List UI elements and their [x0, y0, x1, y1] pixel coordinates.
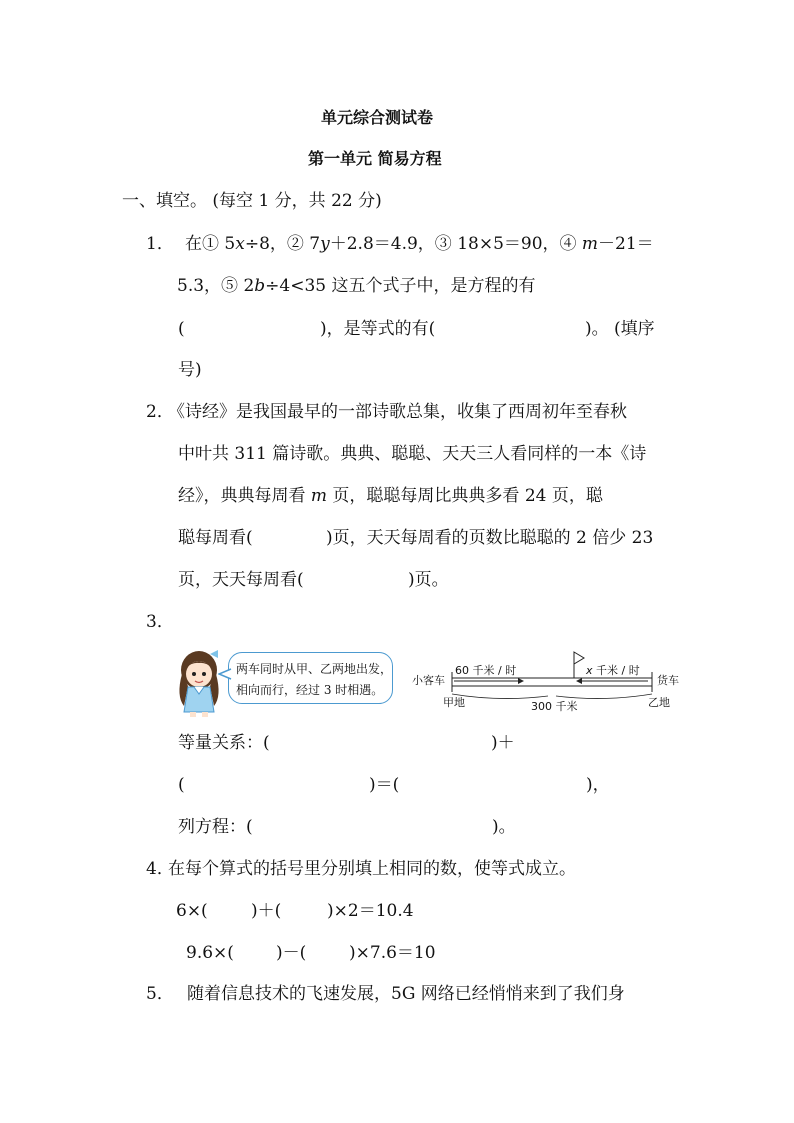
text-segment: 千米 / 时: [592, 664, 640, 677]
distance-label: 300 千米: [531, 700, 578, 713]
equation-1-part: )×2＝10.4: [327, 901, 414, 921]
equation-2-part: )－(: [276, 943, 307, 963]
relation-plus: )＋: [491, 733, 515, 753]
bubble-tail-icon: [218, 668, 232, 680]
question-text-line: 号): [178, 360, 202, 380]
bubble-text-line: 相向而行，经过 3 时相遇。: [236, 683, 384, 697]
answer-blank-separator: )，是等式的有(: [320, 319, 436, 339]
relation-label: 等量关系：(: [178, 733, 270, 753]
bubble-text-line: 两车同时从甲、乙两地出发，: [236, 662, 393, 676]
equation-1-part: )＋(: [251, 901, 282, 921]
question-number: 4．: [146, 859, 174, 879]
question-text-line: 《诗经》是我国最早的一部诗歌总集，收集了西周初年至春秋: [168, 402, 627, 422]
text-segment: 5.3，⑤ 2: [177, 276, 255, 296]
variable: m: [310, 486, 328, 506]
question-text-line: 页，天天每周看(: [178, 570, 304, 590]
text-segment: ＋2.8＝4.9，③ 18×5＝90，④: [329, 234, 582, 254]
variable: b: [254, 276, 266, 296]
text-segment: 经》，典典每周看: [178, 486, 311, 506]
question-number: 1．: [146, 234, 174, 254]
question-text-line: )页。: [408, 570, 449, 590]
speed-label-right: [586, 662, 640, 678]
page-title: 单元综合测试卷: [321, 108, 434, 127]
variable: x: [235, 234, 245, 254]
car-label-left: 小客车: [412, 674, 445, 687]
answer-blank-end: )。 (填序: [585, 319, 655, 339]
answer-blank-open: (: [178, 319, 185, 339]
question-number: 5．: [146, 984, 174, 1004]
equation-end: )。: [492, 817, 516, 837]
question-text-line: 在每个算式的括号里分别填上相同的数，使等式成立。: [168, 859, 576, 879]
car-label-right: 货车: [657, 674, 679, 687]
text-segment: 在① 5: [185, 234, 236, 254]
relation-equals: )＝(: [369, 775, 400, 795]
text-segment: ÷8，② 7: [244, 234, 321, 254]
place-label-left: 甲地: [443, 696, 465, 709]
equation-label: 列方程：(: [178, 817, 253, 837]
section-heading: 一、填空。 (每空 1 分，共 22 分): [122, 191, 382, 211]
text-segment: －21＝: [598, 234, 654, 254]
question-text-line: 随着信息技术的飞速发展，5G 网络已经悄悄来到了我们身: [187, 984, 625, 1004]
unit-subtitle: 第一单元 简易方程: [308, 149, 442, 168]
question-text-line: [185, 234, 654, 254]
speed-label-left: 60 千米 / 时: [455, 664, 517, 677]
text-segment: ÷4<35 这五个式子中，是方程的有: [265, 276, 536, 296]
question-text-line: )页，天天每周看的页数比聪聪的 2 倍少 23: [326, 528, 654, 548]
relation-end: )，: [586, 775, 610, 795]
variable: x: [586, 664, 593, 677]
question-number: 2．: [146, 402, 174, 422]
equation-1-part: 6×(: [176, 901, 208, 921]
question-number: 3．: [146, 612, 174, 632]
equation-2-part: )×7.6＝10: [349, 943, 436, 963]
relation-open: (: [178, 775, 185, 795]
equation-2-part: 9.6×(: [186, 943, 234, 963]
place-label-right: 乙地: [648, 696, 670, 709]
variable: y: [320, 234, 330, 254]
question-text-line: [178, 486, 603, 506]
question-text-line: [177, 276, 536, 296]
question-text-line: 聪每周看(: [178, 528, 253, 548]
variable: m: [581, 234, 599, 254]
question-text-line: 中叶共 311 篇诗歌。典典、聪聪、天天三人看同样的一本《诗: [178, 444, 647, 464]
girl-illustration-icon: [168, 646, 230, 718]
text-segment: 页，聪聪每周比典典多看 24 页，聪: [327, 486, 603, 506]
